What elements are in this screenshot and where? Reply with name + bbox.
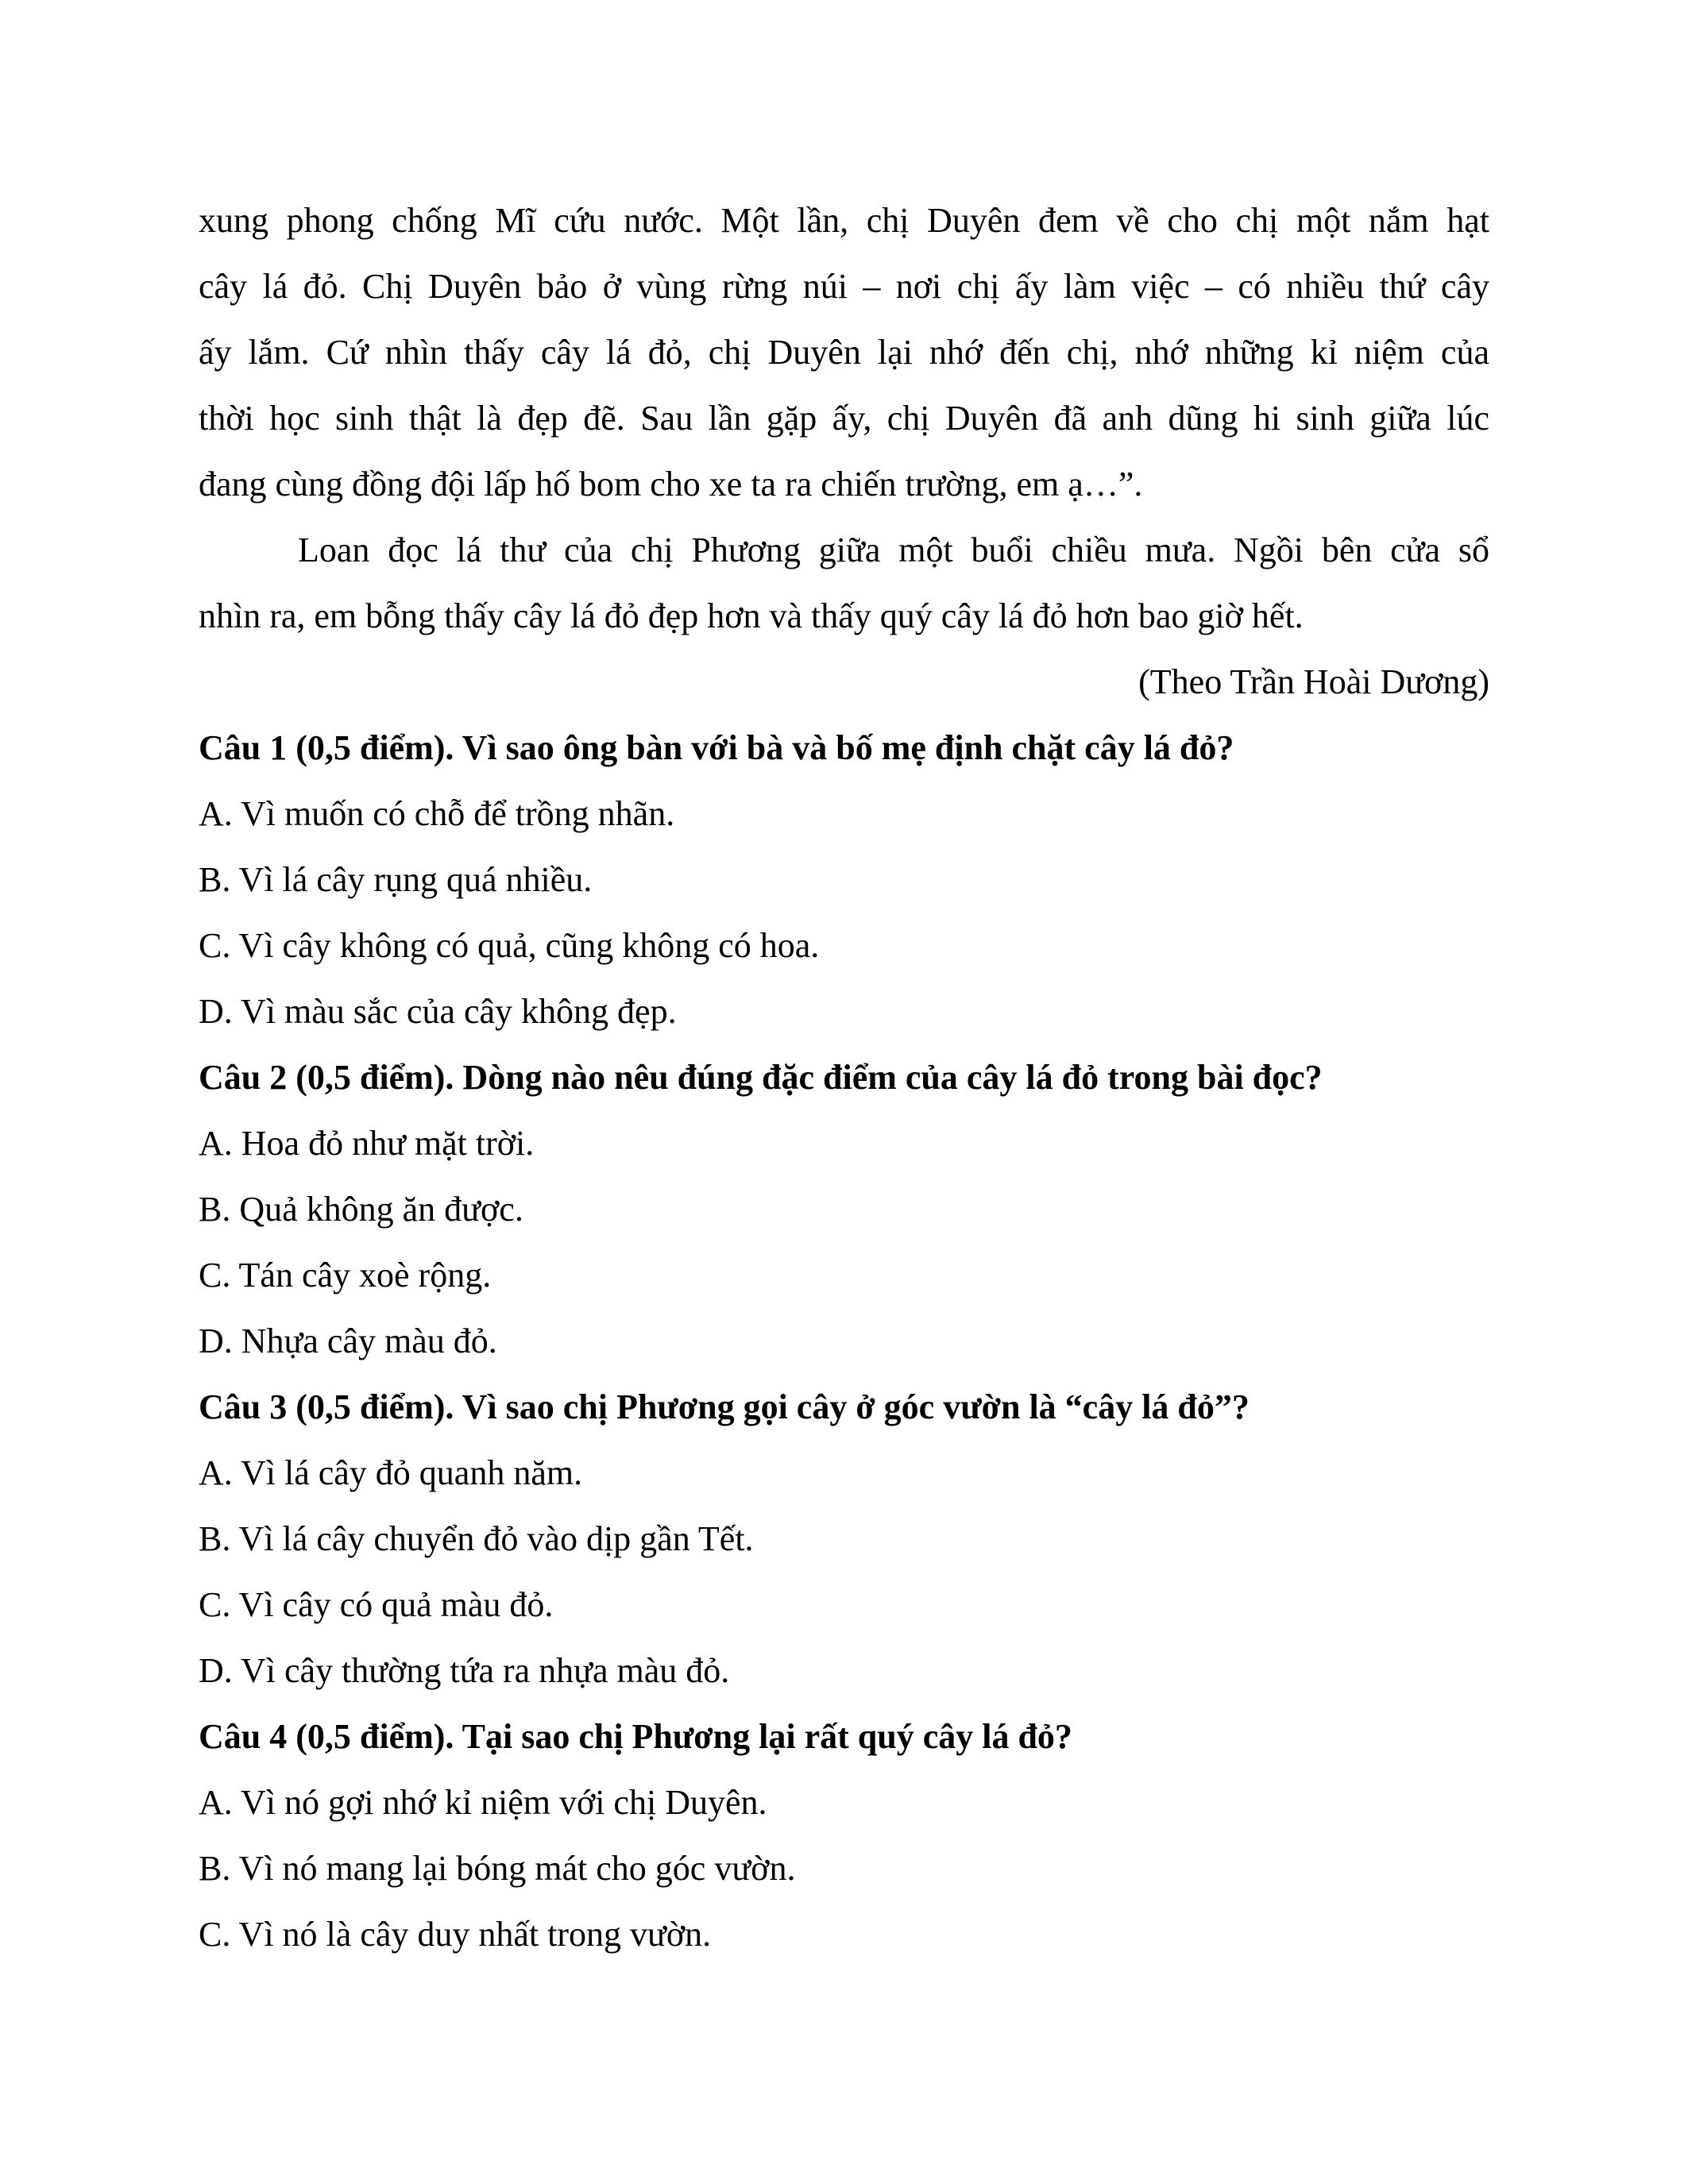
answer-option: C. Vì cây không có quả, cũng không có hoa. xyxy=(199,926,820,965)
answer-option: B. Vì lá cây rụng quá nhiều. xyxy=(199,860,593,899)
passage-line: Loan đọc lá thư của chị Phương giữa một buổi chiều mưa. Ngồi bên cửa sổ xyxy=(298,531,1489,569)
question-title: Câu 1 (0,5 điểm). Vì sao ông bàn với bà và bố mẹ định chặt cây lá đỏ? xyxy=(199,728,1234,767)
answer-option: C. Vì nó là cây duy nhất trong vườn. xyxy=(199,1915,712,1954)
passage-line: ấy lắm. Cứ nhìn thấy cây lá đỏ, chị Duyên lại nhớ đến chị, nhớ những kỉ niệm của xyxy=(199,333,1489,372)
answer-option: D. Nhựa cây màu đỏ. xyxy=(199,1322,497,1360)
answer-option: A. Hoa đỏ như mặt trời. xyxy=(199,1124,535,1163)
answer-option: B. Quả không ăn được. xyxy=(199,1190,523,1229)
passage-line: xung phong chống Mĩ cứu nước. Một lần, chị Duyên đem về cho chị một nắm hạt xyxy=(199,201,1489,240)
answer-option: A. Vì muốn có chỗ để trồng nhãn. xyxy=(199,794,675,833)
passage-source: (Theo Trần Hoài Dương) xyxy=(1138,662,1489,701)
answer-option: D. Vì màu sắc của cây không đẹp. xyxy=(199,992,677,1031)
answer-option: B. Vì lá cây chuyển đỏ vào dịp gần Tết. xyxy=(199,1519,754,1558)
question-title: Câu 4 (0,5 điểm). Tại sao chị Phương lại rất quý cây lá đỏ? xyxy=(199,1717,1072,1756)
question-title: Câu 3 (0,5 điểm). Vì sao chị Phương gọi cây ở góc vườn là “cây lá đỏ”? xyxy=(199,1387,1250,1426)
passage-line: cây lá đỏ. Chị Duyên bảo ở vùng rừng núi – nơi chị ấy làm việc – có nhiều thứ cây xyxy=(199,267,1489,306)
answer-option: C. Tán cây xoè rộng. xyxy=(199,1256,492,1295)
passage-line: đang cùng đồng đội lấp hố bom cho xe ta ra chiến trường, em ạ…”. xyxy=(199,465,1143,504)
passage-line: nhìn ra, em bỗng thấy cây lá đỏ đẹp hơn và thấy quý cây lá đỏ hơn bao giờ hết. xyxy=(199,596,1304,635)
answer-option: B. Vì nó mang lại bóng mát cho góc vườn. xyxy=(199,1849,796,1888)
answer-option: A. Vì nó gợi nhớ kỉ niệm với chị Duyên. xyxy=(199,1783,767,1822)
answer-option: C. Vì cây có quả màu đỏ. xyxy=(199,1585,554,1624)
answer-option: A. Vì lá cây đỏ quanh năm. xyxy=(199,1453,583,1492)
passage-line: thời học sinh thật là đẹp đẽ. Sau lần gặp ấy, chị Duyên đã anh dũng hi sinh giữa lúc xyxy=(199,399,1489,438)
question-title: Câu 2 (0,5 điểm). Dòng nào nêu đúng đặc điểm của cây lá đỏ trong bài đọc? xyxy=(199,1058,1323,1097)
answer-option: D. Vì cây thường tứa ra nhựa màu đỏ. xyxy=(199,1651,730,1690)
